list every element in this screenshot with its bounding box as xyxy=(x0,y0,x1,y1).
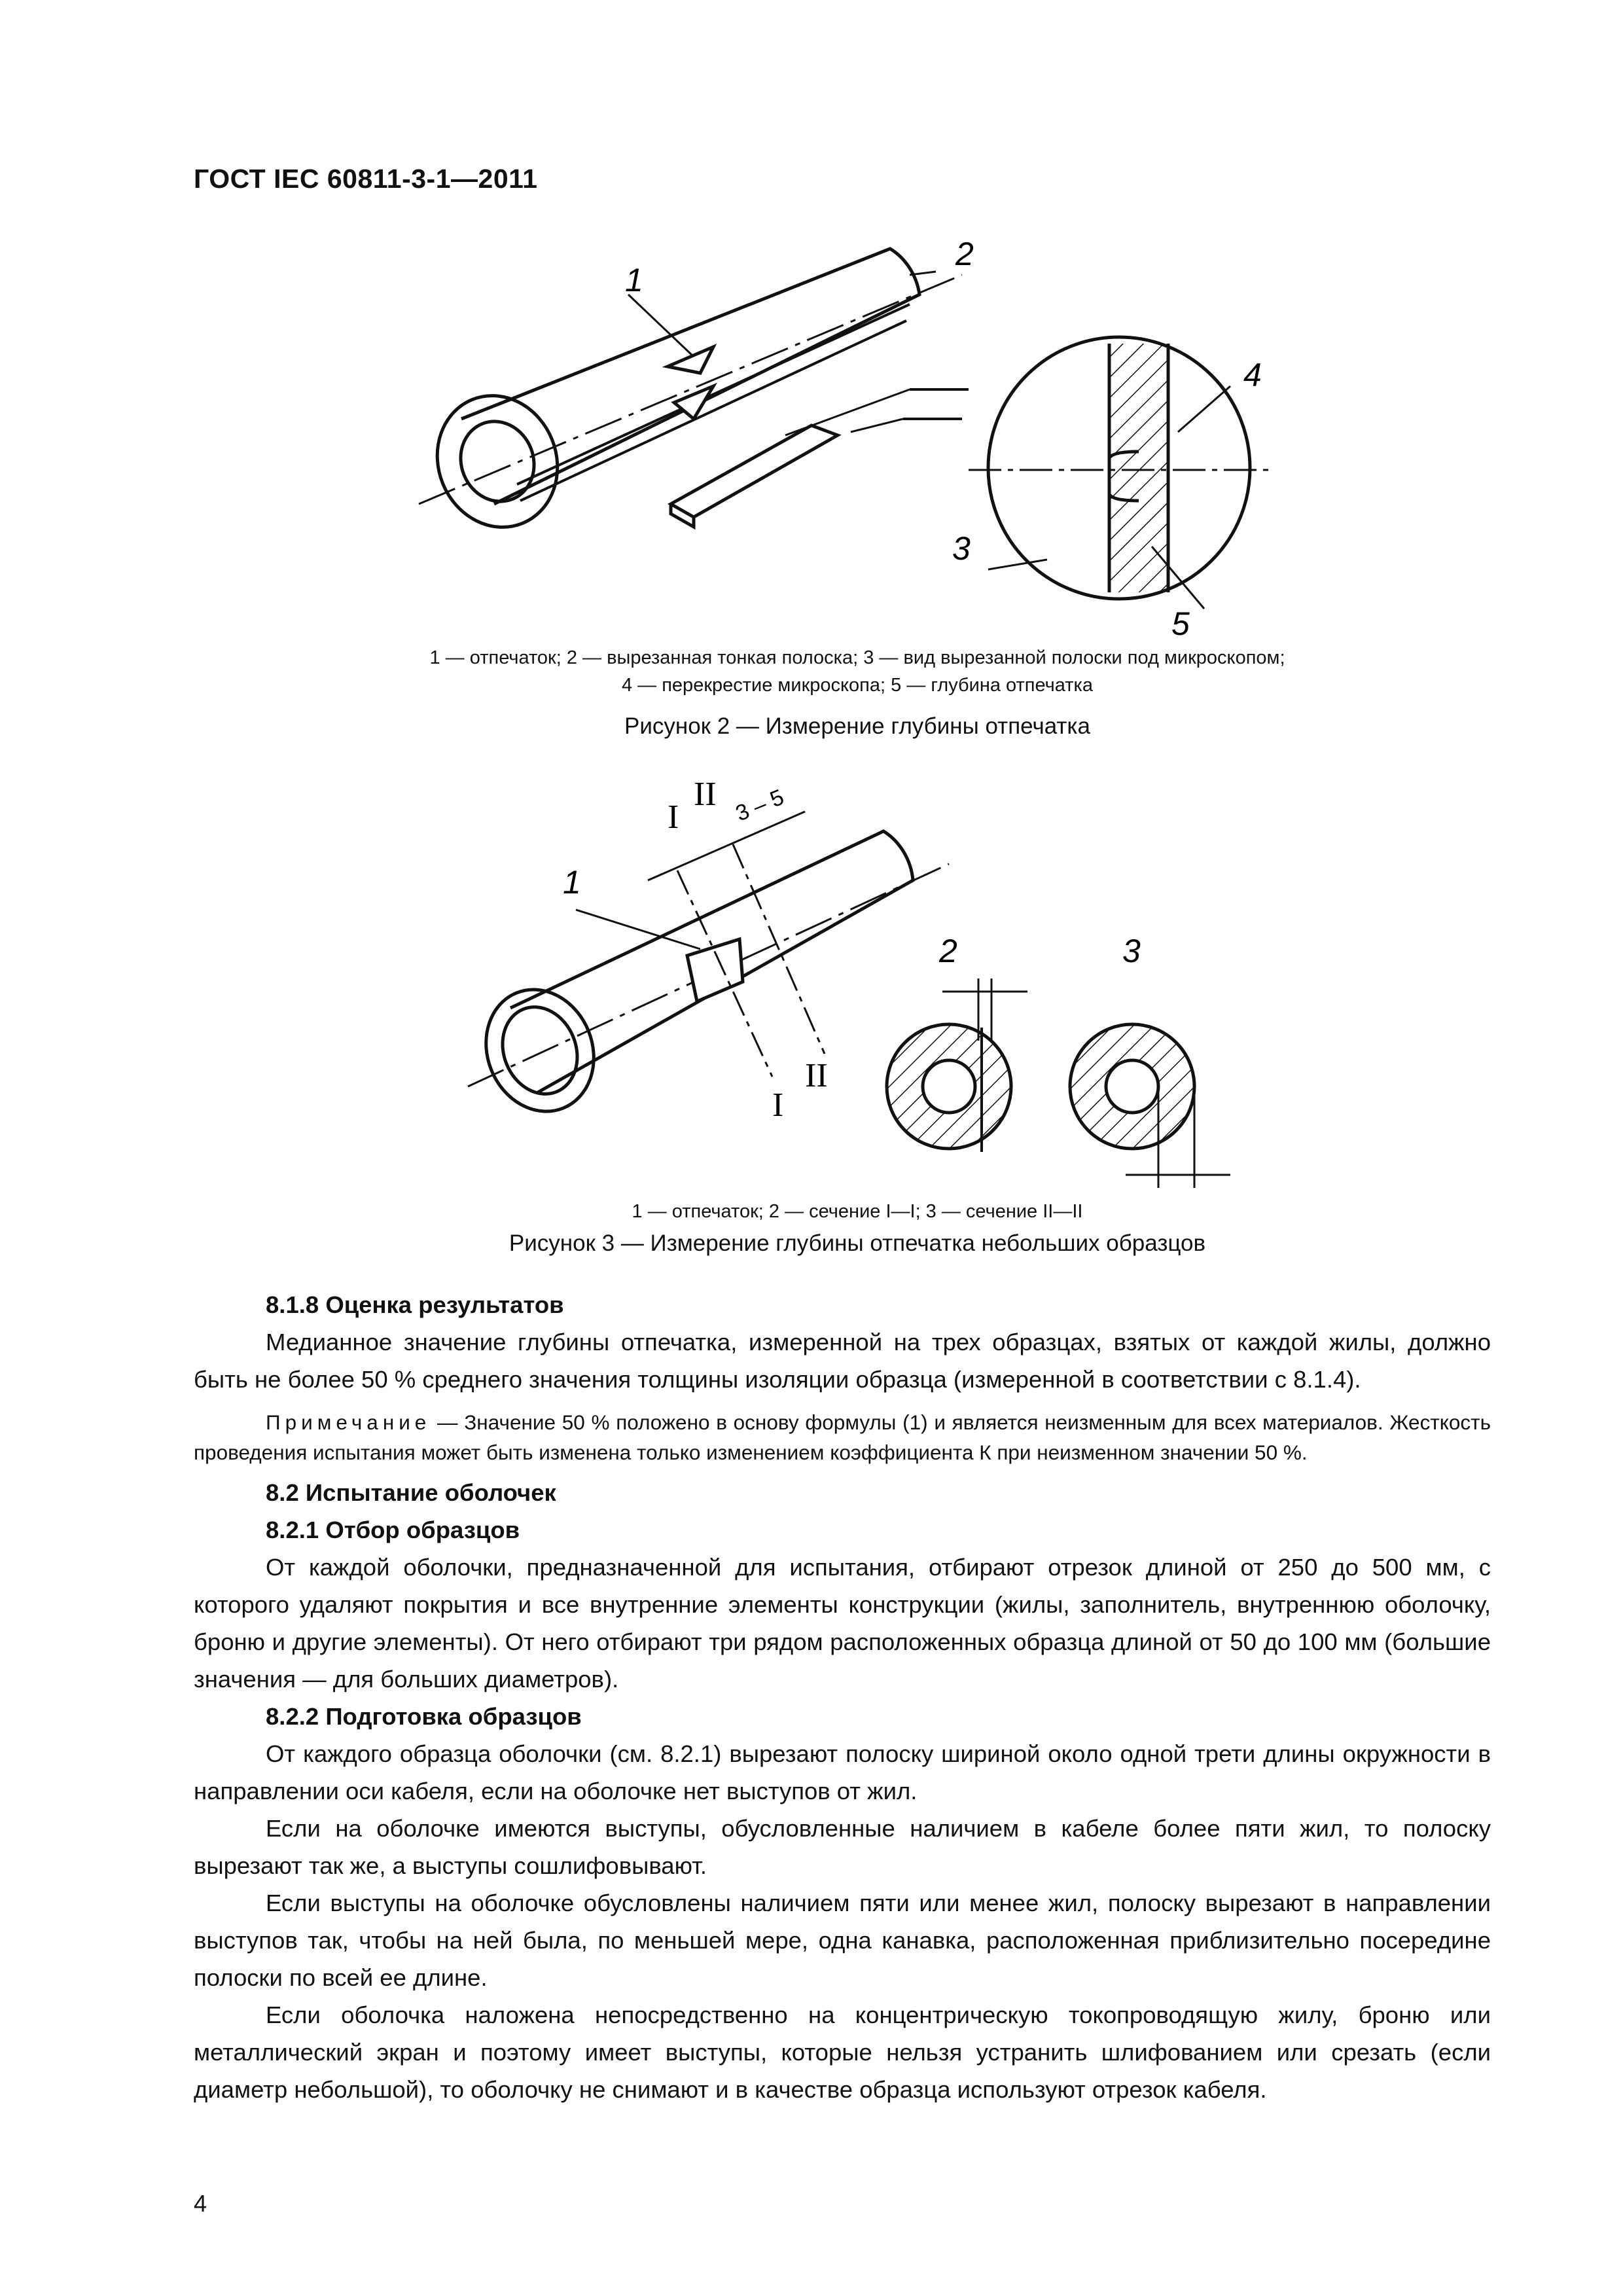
fig3-label-1: 1 xyxy=(563,864,581,901)
para-8-2-2-4: Если оболочка наложена непосредственно на концентрическую токопроводящую жилу, броню или металлический экран и поэтому имеет выступы, которые нельзя устранить шлифованием или срезать (если диаметр небольшой), то оболочку не снимают и в качестве образца используют отрезок кабеля. xyxy=(194,2001,1491,2103)
note-label: Примечание xyxy=(266,1410,431,1434)
fig2-label-3: 3 xyxy=(952,530,971,567)
figure-2-legend-line-2: 4 — перекрестие микроскопа; 5 — глубина отпечатка xyxy=(621,675,1094,696)
para-8-1-8: Медианное значение глубины отпечатка, измеренной на трех образцах, взятых от каждой жилы, должно быть не более 50 % среднего значения толщины изоляции образца (измеренной в соответствии с 8.1.4). xyxy=(194,1329,1491,1393)
fig3-label-3: 3 xyxy=(1122,933,1141,969)
figure-3-title: Рисунок 3 — Измерение глубины отпечатка небольших образцов xyxy=(508,1230,1206,1256)
figure-2-title: Рисунок 2 — Измерение глубины отпечатка xyxy=(624,713,1090,739)
fig2-label-2: 2 xyxy=(955,236,974,272)
figure-3-drawing xyxy=(0,772,1623,1191)
page-number: 4 xyxy=(194,2190,207,2217)
fig2-label-1: 1 xyxy=(625,262,643,298)
fig2-label-5: 5 xyxy=(1171,605,1190,642)
document-header: ГОСТ IEC 60811-3-1—2011 xyxy=(194,164,538,194)
para-8-2-2-1: От каждого образца оболочки (см. 8.2.1) вырезают полоску шириной около одной трети длины окружности в направлении оси кабеля, если на оболочке нет выступов от жил. xyxy=(194,1740,1491,1804)
para-8-2-2-3: Если выступы на оболочке обусловлены наличием пяти или менее жил, полоску вырезают в направлении выступов так, чтобы на ней была, по меньшей мере, одна канавка, расположенная приблизительно посередине полоски по всей ее длине. xyxy=(194,1890,1491,1991)
fig3-label-2: 2 xyxy=(939,933,957,969)
fig3-section-II-top: II xyxy=(694,776,717,813)
para-8-2-2-2: Если на оболочке имеются выступы, обусловленные наличием в кабеле более пяти жил, то полоску вырезают так же, а выступы сошлифовывают. xyxy=(194,1815,1491,1879)
note-text: — Значение 50 % положено в основу формулы (1) и является неизменным для всех материалов. Жесткость проведения испытания может быть изменена только изменением коэффициента К при неизменном значении 50 %. xyxy=(194,1410,1491,1464)
fig3-section-I-bottom: I xyxy=(772,1086,784,1124)
fig3-section-II-bottom: II xyxy=(805,1057,828,1094)
para-8-2-1: От каждой оболочки, предназначенной для испытания, отбирают отрезок длиной от 250 до 500 мм, с которого удаляют покрытия и все внутренние элементы конструкции (жилы, заполнитель, внутреннюю оболочку, броню и другие элементы). От него отбирают три рядом расположенных образца длиной от 50 до 100 мм (большие значения — для больших диаметров). xyxy=(194,1554,1491,1693)
heading-8-2-2: 8.2.2 Подготовка образцов xyxy=(266,1703,582,1730)
figure-2-legend-line-1: 1 — отпечаток; 2 — вырезанная тонкая полоска; 3 — вид вырезанной полоски под микроскопом; xyxy=(429,647,1285,668)
heading-8-2: 8.2 Испытание оболочек xyxy=(266,1479,556,1506)
fig2-label-4: 4 xyxy=(1243,357,1262,393)
heading-8-2-1: 8.2.1 Отбор образцов xyxy=(266,1516,520,1543)
fig3-section-I-top: I xyxy=(668,798,679,836)
body-text xyxy=(194,1286,1491,2108)
figure-3-legend: 1 — отпечаток; 2 — сечение I—I; 3 — сечение II—II xyxy=(632,1201,1083,1222)
fig3-distance-label: 3 – 5 xyxy=(732,784,788,827)
heading-8-1-8: 8.1.8 Оценка результатов xyxy=(266,1291,564,1318)
note xyxy=(194,1407,1491,1467)
